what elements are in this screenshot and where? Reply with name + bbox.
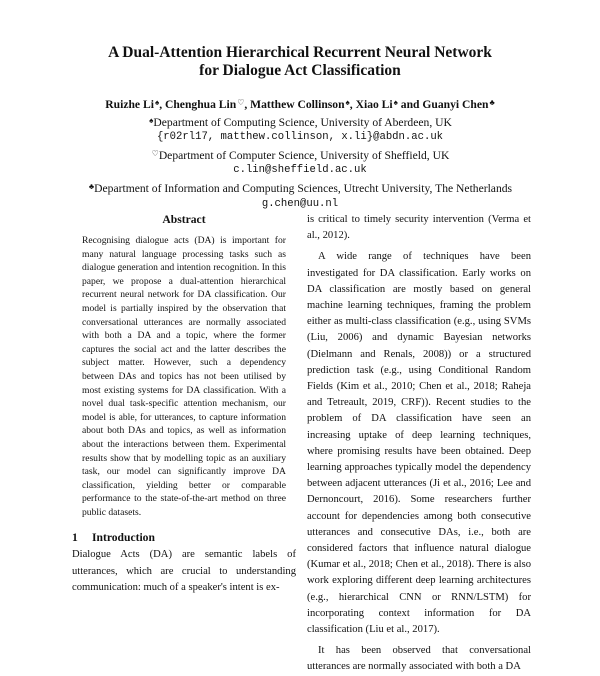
affiliation-2: ♡Department of Computer Science, University of Sheffield, UK [151, 148, 450, 162]
right-column [307, 212, 531, 676]
affiliation-3: ♣Department of Information and Computing Sciences, Utrecht University, The Netherlands [88, 181, 513, 195]
section-heading-introduction [72, 529, 296, 547]
author-name: Matthew Collinson [250, 98, 345, 111]
paper-title [0, 44, 600, 80]
title-line-2: for Dialogue Act Classification [199, 62, 401, 79]
email-2: c.lin@sheffield.ac.uk [233, 164, 367, 177]
affiliation-mark: ♣ [489, 98, 495, 107]
body-paragraph-1: is critical to timely security intervention (Verma et al., 2012). [307, 214, 531, 242]
author-block [0, 95, 600, 212]
author-name: Chenghua Lin [164, 98, 237, 111]
affiliation-1: ♠Department of Computing Science, University of Aberdeen, UK [149, 115, 452, 129]
affiliation-mark: ♡ [237, 98, 245, 107]
body-paragraph-3: It has been observed that conversational utterances are normally associated with both a DA [307, 645, 531, 673]
section-title: Introduction [92, 531, 155, 545]
author-name: Ruizhe Li [105, 98, 154, 111]
intro-paragraph: Dialogue Acts (DA) are semantic labels of utterances, which are crucial to understanding communication: much of a speaker's intent is ex- [72, 549, 296, 593]
abstract-heading: Abstract [162, 213, 206, 226]
author-name: Guanyi Chen [422, 98, 489, 111]
affiliation-mark: ♠ [345, 98, 350, 107]
body-paragraph-2: A wide range of techniques have been investigated for DA classification. Early works on DA classification are mostly based on general machine learning techniques, framing the problem either as multi-class classification (e.g., using SVMs (Liu, 2006) and dynamic Bayesian networks (Dielmann and Renals, 2008)) or a structured prediction task (e.g., using Conditional Random Fields (Kim et al., 2010; Chen et al., 2018; Raheja and Tetreault, 2019, CRF)). Recent studies to the problem of DA classification have seen an increasing uptake of deep learning techniques, where promising results have been obtained. Deep learning approaches typically model the dependency between adjacent utterances (Ji et al., 2016; Lee and Dernoncourt, 2016). Some researchers further account for dependencies among both consecutive utterances and consecutive DAs, i.e., both are considered factors that influence natural dialogue (Kumar et al., 2018; Chen et al., 2018). There is also work exploring different deep learning architectures (e.g., hierarchical CNN or RNN/LSTM) for incorporating context information for DA classification (Liu et al., 2017). [307, 251, 531, 636]
email-1: {r02rl17, matthew.collinson, x.li}@abdn.ac.uk [156, 131, 444, 144]
affiliation-mark: ♠ [154, 98, 160, 107]
email-3: g.chen@uu.nl [261, 197, 339, 210]
abstract-text: Recognising dialogue acts (DA) is important for many natural language processing tasks such as dialogue generation and intention recognition. In this paper, we propose a dual-attention hierarchical recurrent neural network for DA classification. Our model is partially inspired by the observation that conversational utterances are normally associated with both a DA and a topic, where the former captures the social act and the latter describes the subject matter. However, such a dependency between DAs and topics has not been utilised by most existing systems for DA classification. With a novel dual task-specific attention mechanism, our model is able, for utterances, to capture information about both DAs and topics, as well as information about the interactions between them. Experimental results show that by modelling topic as an auxiliary task, our model can significantly improve DA classification, yielding better or comparable performance to the state-of-the-art method on three public datasets. [82, 235, 286, 518]
author-names: Ruizhe Li♠, Chenghua Lin♡, Matthew Collinson♠, Xiao Li♠ and Guanyi Chen♣ [105, 98, 495, 111]
title-line-1: A Dual-Attention Hierarchical Recurrent Neural Network [108, 44, 492, 61]
section-number: 1 [72, 531, 78, 545]
left-column [72, 212, 296, 596]
author-name: Xiao Li [355, 98, 393, 111]
affiliation-mark: ♠ [393, 98, 398, 107]
